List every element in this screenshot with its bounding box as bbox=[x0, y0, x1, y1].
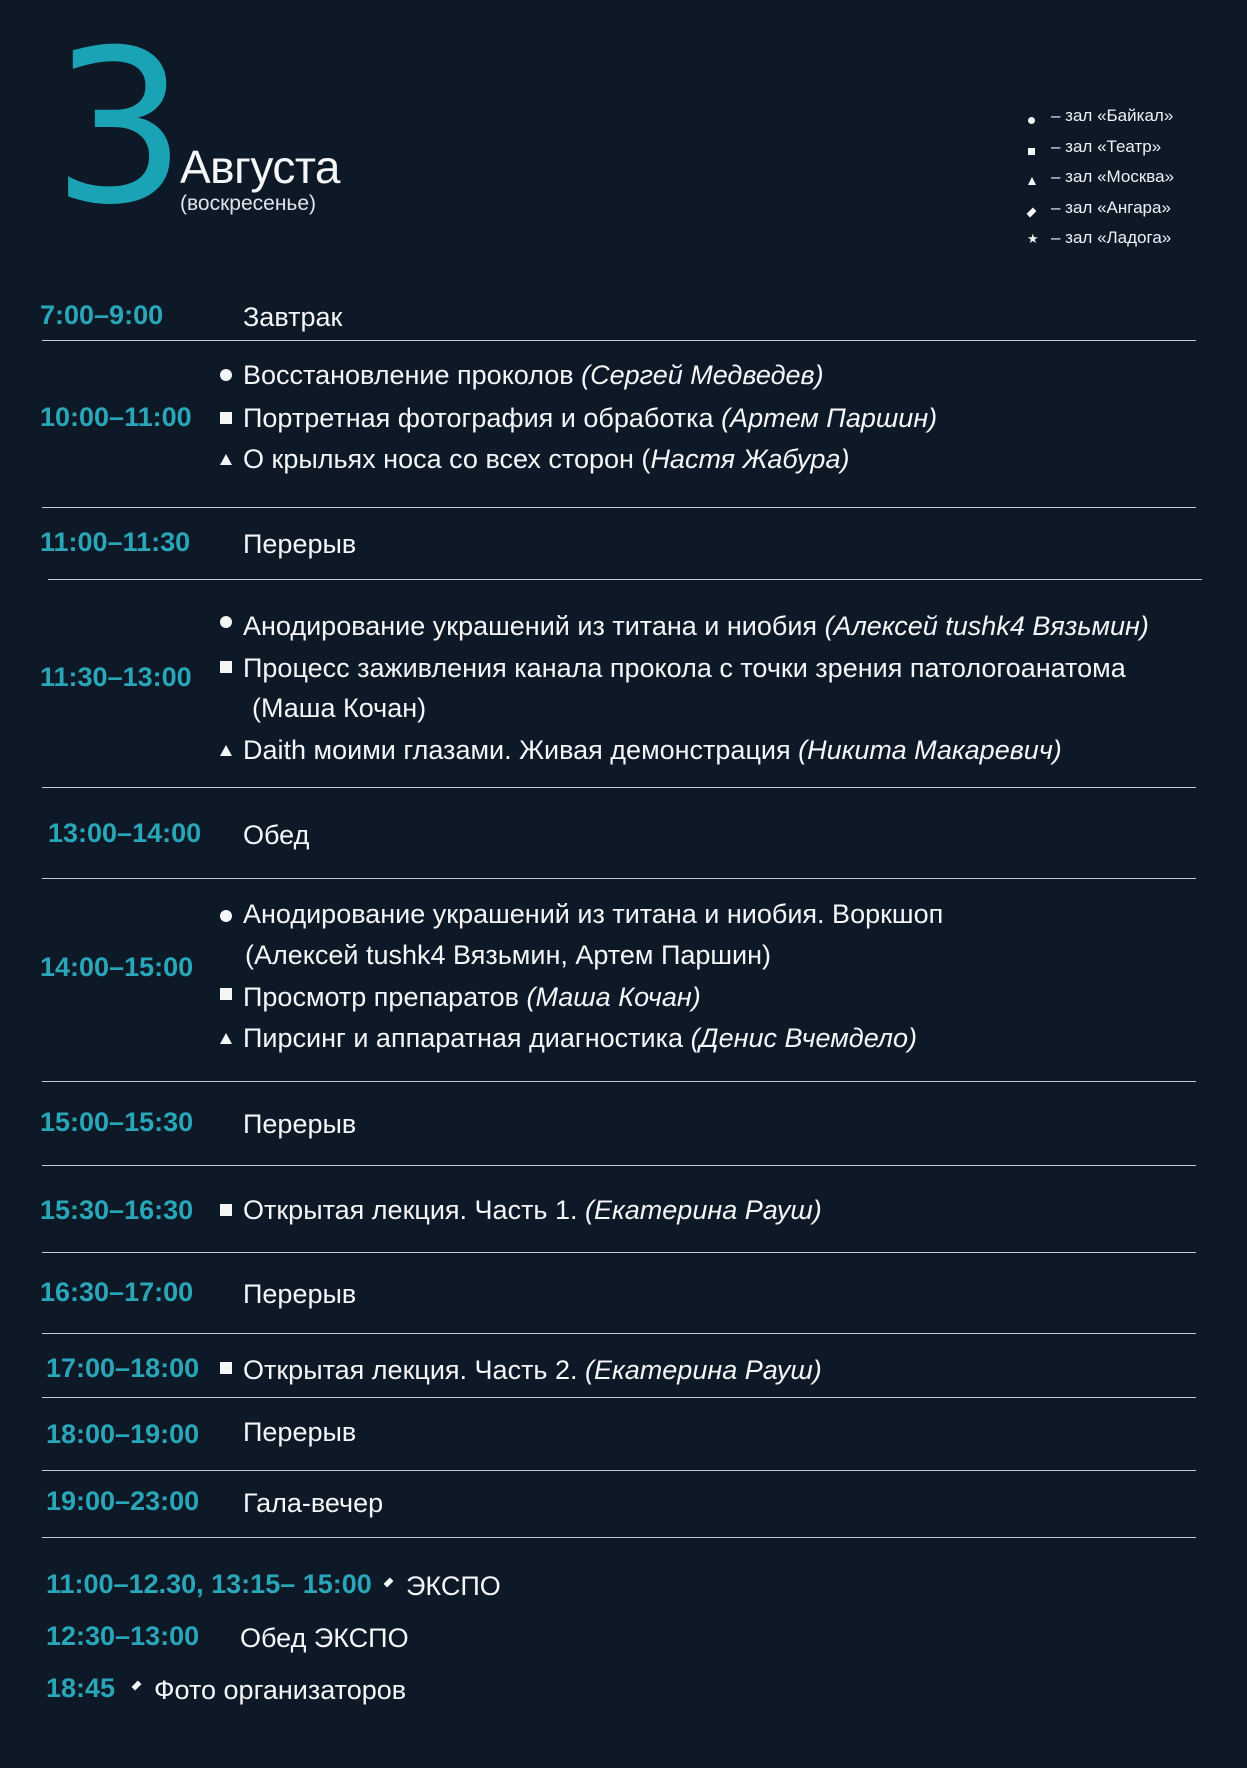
circle-icon bbox=[220, 616, 232, 628]
square-icon bbox=[220, 661, 232, 673]
session-title: Перерыв bbox=[243, 1417, 357, 1447]
time-slot: 18:45 bbox=[46, 1673, 116, 1703]
square-icon bbox=[220, 1362, 232, 1374]
divider bbox=[42, 1165, 1196, 1166]
session-speaker: (Маша Кочан) bbox=[252, 693, 427, 723]
time-slot: 14:00–15:00 bbox=[40, 952, 194, 982]
session-title: Перерыв bbox=[243, 1109, 357, 1139]
diamond-icon bbox=[132, 1681, 142, 1691]
weekday-label: (воскресенье) bbox=[180, 192, 317, 215]
session-speaker: (Алексей tushk4 Вязьмин, Артем Паршин) bbox=[245, 940, 772, 970]
time-slot: 7:00–9:00 bbox=[40, 300, 164, 330]
time-slot: 11:00–12.30, 13:15– 15:00 bbox=[46, 1569, 372, 1599]
legend-label: – зал «Ладога» bbox=[1051, 228, 1172, 247]
session-item: Анодирование украшений из титана и ниобия (Алексей tushk4 Вязьмин) bbox=[243, 611, 1149, 641]
triangle-icon bbox=[220, 745, 232, 756]
session-title: Завтрак bbox=[243, 302, 343, 332]
session-item: Просмотр препаратов (Маша Кочан) bbox=[243, 982, 701, 1012]
divider bbox=[42, 1537, 1196, 1538]
divider bbox=[42, 1252, 1196, 1253]
time-slot: 12:30–13:00 bbox=[46, 1621, 200, 1651]
session-item: Портретная фотография и обработка (Артем Паршин) bbox=[243, 403, 938, 433]
time-slot: 10:00–11:00 bbox=[40, 402, 192, 432]
circle-icon bbox=[1028, 117, 1035, 124]
legend-label: – зал «Ангара» bbox=[1051, 197, 1171, 217]
session-title: Перерыв bbox=[243, 1279, 357, 1309]
diamond-icon bbox=[384, 1578, 394, 1588]
divider bbox=[42, 1333, 1196, 1334]
session-item: Восстановление проколов (Сергей Медведев) bbox=[243, 360, 824, 390]
session-item: Открытая лекция. Часть 1. (Екатерина Рауш) bbox=[243, 1195, 822, 1225]
time-slot: 17:00–18:00 bbox=[46, 1353, 200, 1383]
session-item: Открытая лекция. Часть 2. (Екатерина Рауш) bbox=[243, 1355, 822, 1385]
diamond-icon bbox=[1027, 207, 1037, 217]
session-title: Обед bbox=[243, 820, 310, 850]
square-icon bbox=[1028, 148, 1035, 155]
triangle-icon bbox=[220, 454, 232, 465]
time-slot: 15:30–16:30 bbox=[40, 1195, 194, 1225]
session-item: Daith моими глазами. Живая демонстрация (Никита Макаревич) bbox=[243, 735, 1062, 765]
session-title: Гала-вечер bbox=[243, 1488, 384, 1518]
legend-label: – зал «Москва» bbox=[1051, 167, 1175, 186]
session-item: Пирсинг и аппаратная диагностика (Денис Вчемдело) bbox=[243, 1023, 918, 1053]
legend-label: – зал «Театр» bbox=[1051, 136, 1162, 156]
month-title: Августа bbox=[180, 141, 341, 193]
time-slot: 15:00–15:30 bbox=[40, 1107, 194, 1137]
session-item: Процесс заживления канала прокола с точки зрения патологоанатома bbox=[243, 653, 1126, 683]
triangle-icon bbox=[220, 1033, 232, 1044]
square-icon bbox=[220, 412, 232, 424]
square-icon bbox=[220, 988, 232, 1000]
circle-icon bbox=[220, 369, 232, 381]
divider bbox=[42, 1470, 1196, 1471]
time-slot: 11:00–11:30 bbox=[40, 527, 191, 557]
session-item: Анодирование украшений из титана и ниобия. Воркшоп bbox=[243, 899, 944, 929]
divider bbox=[42, 1397, 1196, 1398]
day-number: 3 bbox=[52, 4, 183, 251]
divider bbox=[42, 1081, 1196, 1082]
legend-label: – зал «Байкал» bbox=[1051, 106, 1174, 125]
time-slot: 16:30–17:00 bbox=[40, 1277, 194, 1307]
session-title: Перерыв bbox=[243, 529, 357, 559]
photo-title: Фото организаторов bbox=[154, 1675, 407, 1705]
circle-icon bbox=[220, 910, 232, 922]
divider bbox=[48, 579, 1202, 580]
expo-lunch-title: Обед ЭКСПО bbox=[240, 1623, 409, 1653]
expo-title: ЭКСПО bbox=[406, 1571, 501, 1601]
divider bbox=[42, 787, 1196, 788]
time-slot: 11:30–13:00 bbox=[40, 662, 192, 692]
time-slot: 18:00–19:00 bbox=[46, 1419, 200, 1449]
divider bbox=[42, 878, 1196, 879]
star-icon: ★ bbox=[1027, 231, 1039, 246]
triangle-icon bbox=[1028, 177, 1036, 185]
time-slot: 13:00–14:00 bbox=[48, 818, 202, 848]
session-item: О крыльях носа со всех сторон (Настя Жабура) bbox=[243, 444, 850, 474]
divider bbox=[42, 340, 1196, 341]
square-icon bbox=[220, 1204, 232, 1216]
divider bbox=[42, 507, 1196, 508]
time-slot: 19:00–23:00 bbox=[46, 1486, 200, 1516]
